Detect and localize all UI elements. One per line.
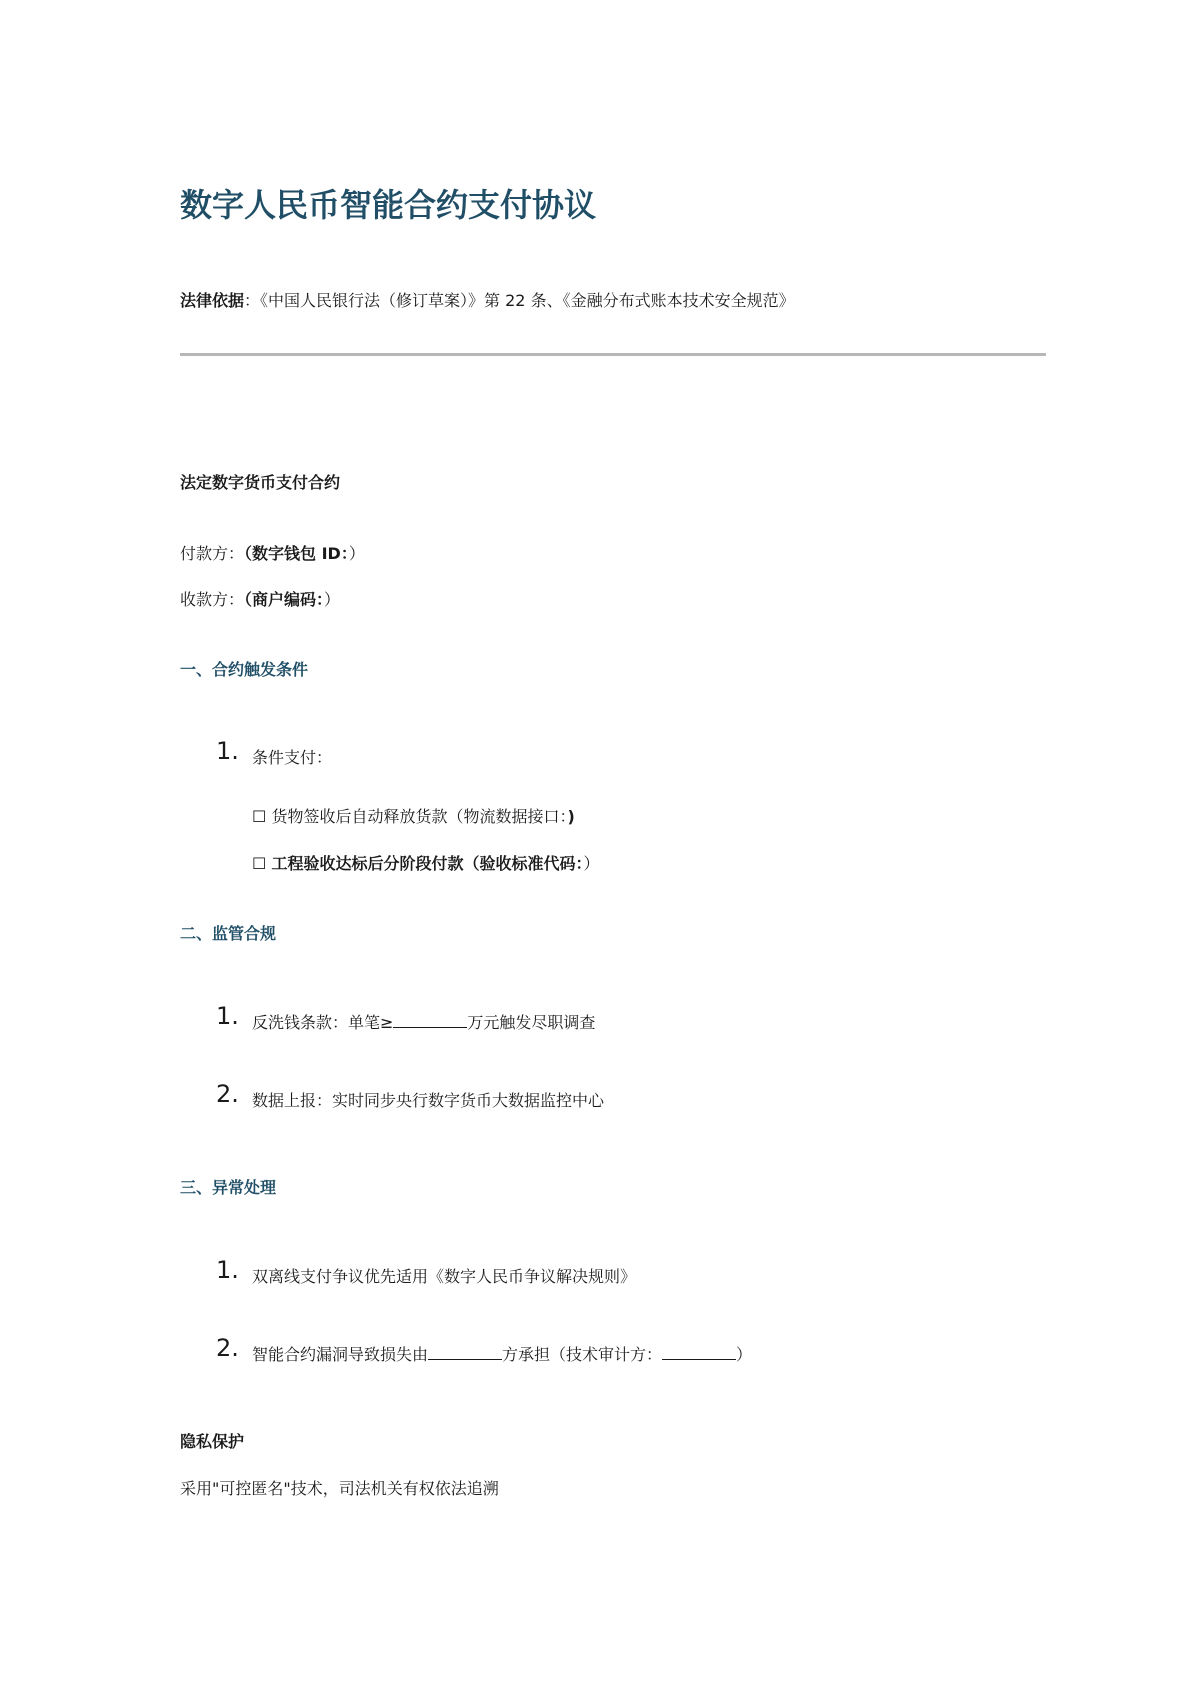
aml-threshold-blank[interactable] <box>393 1013 467 1028</box>
checkbox-label: 货物签收后自动释放货款（物流数据接口： <box>271 807 568 826</box>
list-number: 1. <box>216 737 239 765</box>
payee-label: 收款方： <box>180 590 245 609</box>
list-item-offline-dispute: 双离线支付争议优先适用《数字人民币争议解决规则》 <box>252 1267 637 1286</box>
list-item-contract-vulnerability <box>252 1342 752 1365</box>
checkbox-item-goods-receipt[interactable] <box>252 804 575 827</box>
checkbox-close: ） <box>583 854 600 873</box>
payee-line <box>180 587 340 610</box>
list-number: 2. <box>216 1080 239 1108</box>
aml-text-after: 万元触发尽职调查 <box>467 1013 596 1032</box>
list-item-conditional-payment: 条件支付： <box>252 748 333 767</box>
liable-party-blank[interactable] <box>428 1345 502 1360</box>
checkbox-icon[interactable]: ☐ <box>252 807 267 826</box>
payee-field-close: ） <box>324 590 341 609</box>
privacy-text: 采用"可控匿名"技术，司法机关有权依法追溯 <box>180 1479 499 1498</box>
checkbox-close: ) <box>567 807 575 826</box>
legal-basis-text: 《中国人民银行法（修订草案）》第 22 条、《金融分布式账本技术安全规范》 <box>260 291 795 310</box>
section-heading-trigger-conditions: 一、合约触发条件 <box>180 660 309 679</box>
payer-field-close: ） <box>348 544 365 563</box>
privacy-heading: 隐私保护 <box>180 1432 245 1451</box>
contract-title: 法定数字货币支付合约 <box>180 473 341 492</box>
checkbox-icon[interactable]: ☐ <box>252 854 267 873</box>
aml-text-before: 反洗钱条款：单笔≥ <box>252 1013 394 1032</box>
payer-label: 付款方： <box>180 544 245 563</box>
payee-merchant-code-field[interactable]: （商户编码： <box>244 590 325 609</box>
vuln-text-before: 智能合约漏洞导致损失由 <box>252 1345 429 1364</box>
document-title: 数字人民币智能合约支付协议 <box>180 186 597 224</box>
checkbox-item-engineering-acceptance[interactable] <box>252 851 599 874</box>
vuln-text-after: ） <box>736 1345 753 1364</box>
auditor-blank[interactable] <box>662 1345 736 1360</box>
list-number: 1. <box>216 1256 239 1284</box>
header-divider <box>180 353 1046 356</box>
section-heading-exception-handling: 三、异常处理 <box>180 1178 277 1197</box>
vuln-text-middle: 方承担（技术审计方： <box>502 1345 663 1364</box>
legal-basis <box>180 288 795 311</box>
list-number: 2. <box>216 1334 239 1362</box>
section-heading-regulatory-compliance: 二、监管合规 <box>180 924 277 943</box>
list-item-anti-money-laundering <box>252 1010 595 1033</box>
list-number: 1. <box>216 1002 239 1030</box>
checkbox-label: 工程验收达标后分阶段付款（验收标准代码： <box>271 854 584 873</box>
payer-line <box>180 541 365 564</box>
list-item-data-reporting: 数据上报：实时同步央行数字货币大数据监控中心 <box>252 1091 605 1110</box>
legal-basis-separator: ： <box>244 291 261 310</box>
legal-basis-label: 法律依据 <box>180 291 245 310</box>
payer-wallet-id-field[interactable]: （数字钱包 ID： <box>244 544 349 563</box>
